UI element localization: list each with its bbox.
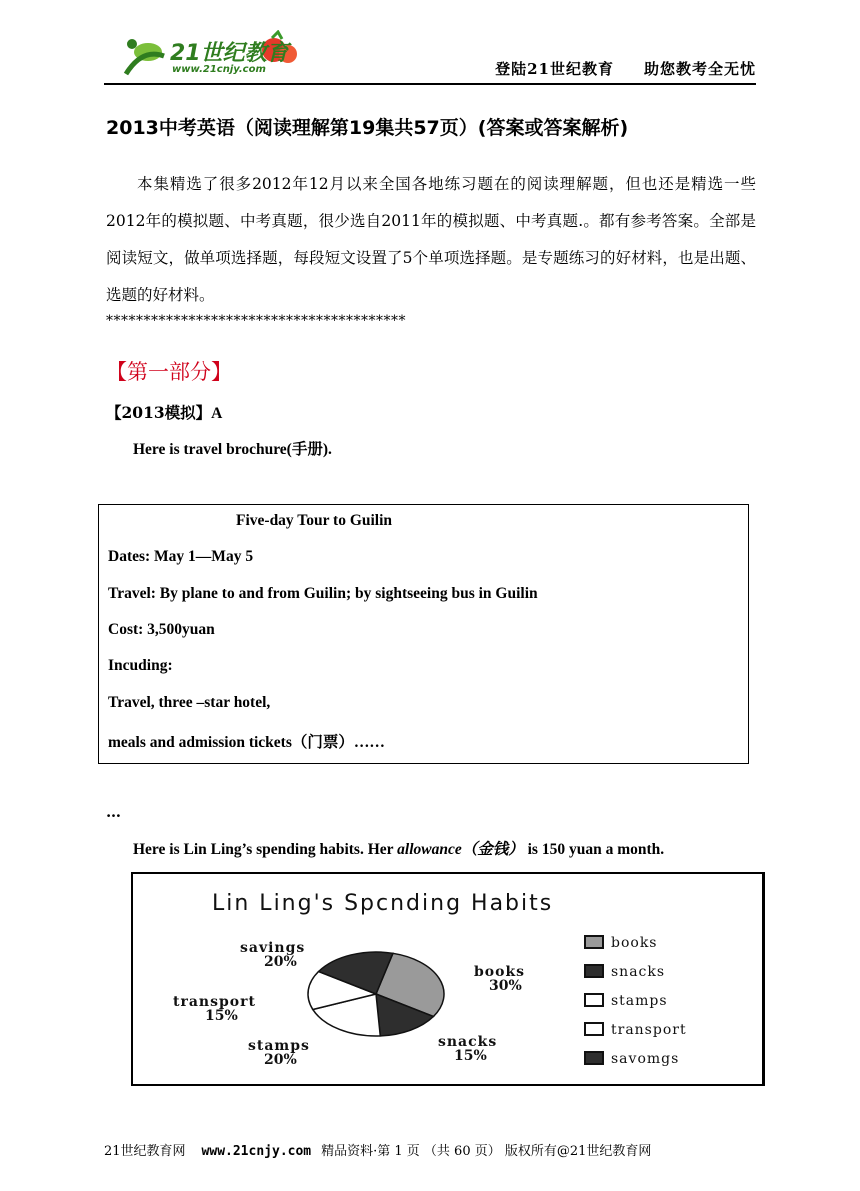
footer (104, 1140, 651, 1159)
logo (112, 30, 312, 82)
slice-value: 30% (489, 978, 522, 994)
brochure-line: meals and admission tickets（门票）…… (108, 734, 385, 751)
document-title: 2013中考英语（阅读理解第19集共57页）(答案或答案解析) (106, 117, 629, 139)
legend-swatch (585, 1052, 603, 1064)
slice-value: 20% (264, 1052, 297, 1068)
chart-intro-italic: allowance（金钱） (397, 841, 524, 858)
intro-paragraph: 本集精选了很多2012年12月以来全国各地练习题在的阅读理解题，但也还是精选一些2012年的模拟题、中考真题，很少选自2011年的模拟题、中考真题.。都有参考答案。全部是阅读短文，做单项选择题，每段短文设置了5个单项选择题。是专题练习的好材料，也是出题、选题的好材料。 (106, 175, 756, 304)
slogan-right: 助您教考全无忧 (643, 60, 756, 78)
slice-value: 15% (454, 1048, 487, 1064)
brochure-line: Incuding: (108, 657, 173, 674)
legend-swatch (585, 965, 603, 977)
section-label-cn: 【2013模拟】 (106, 403, 212, 422)
slice-value: 15% (205, 1008, 238, 1024)
legend-swatch (585, 1023, 603, 1035)
slice-label: stamps (248, 1038, 310, 1054)
brochure-intro: Here is travel brochure(手册). (133, 441, 332, 458)
slice-label: snacks (438, 1034, 498, 1050)
brochure-title: Five-day Tour to Guilin (236, 512, 393, 529)
spending-chart (131, 872, 765, 1086)
brochure-box (98, 504, 749, 764)
legend-label: transport (611, 1022, 687, 1038)
slice-value: 20% (264, 954, 297, 970)
logo-url: www.21cnjy.com (172, 64, 266, 75)
section-label (106, 401, 222, 423)
legend-swatch (585, 936, 603, 948)
chart-intro-after: is 150 yuan a month. (523, 841, 665, 858)
footer-url: www.21cnjy.com (201, 1144, 312, 1159)
section-label-letter: A (211, 405, 223, 422)
logo-text: 21世纪教育 (170, 41, 289, 66)
chart-intro (133, 837, 664, 859)
pie-chart-svg (133, 874, 762, 1084)
slogan-left: 登陆21世纪教育 (495, 60, 614, 78)
header-slogan (495, 58, 756, 79)
slice-label: books (474, 964, 526, 980)
header-divider (104, 83, 756, 85)
separator: **************************************** (106, 313, 406, 329)
legend-swatch (585, 994, 603, 1006)
part-heading: 【第一部分】 (106, 360, 232, 384)
slice-label: savings (240, 940, 306, 956)
footer-pageinfo: 精品资料·第 1 页 （共 60 页） 版权所有@21世纪教育网 (321, 1144, 652, 1159)
legend-label: savomgs (611, 1051, 680, 1067)
slice-label: transport (173, 994, 256, 1010)
chart-title: Lin Ling's Spcnding Habits (212, 891, 554, 916)
legend-label: books (611, 935, 658, 951)
brochure-line: Travel, three –star hotel, (108, 694, 271, 711)
brochure-line: Travel: By plane to and from Guilin; by sightseeing bus in Guilin (108, 585, 538, 602)
brochure-line: Cost: 3,500yuan (108, 621, 215, 638)
brochure-line: Dates: May 1—May 5 (108, 548, 254, 565)
ellipsis: … (106, 803, 121, 821)
legend-label: snacks (611, 964, 666, 980)
footer-site: 21世纪教育网 (104, 1144, 186, 1159)
legend-label: stamps (611, 993, 668, 1009)
chart-intro-before: Here is Lin Ling’s spending habits. Her (133, 841, 398, 858)
